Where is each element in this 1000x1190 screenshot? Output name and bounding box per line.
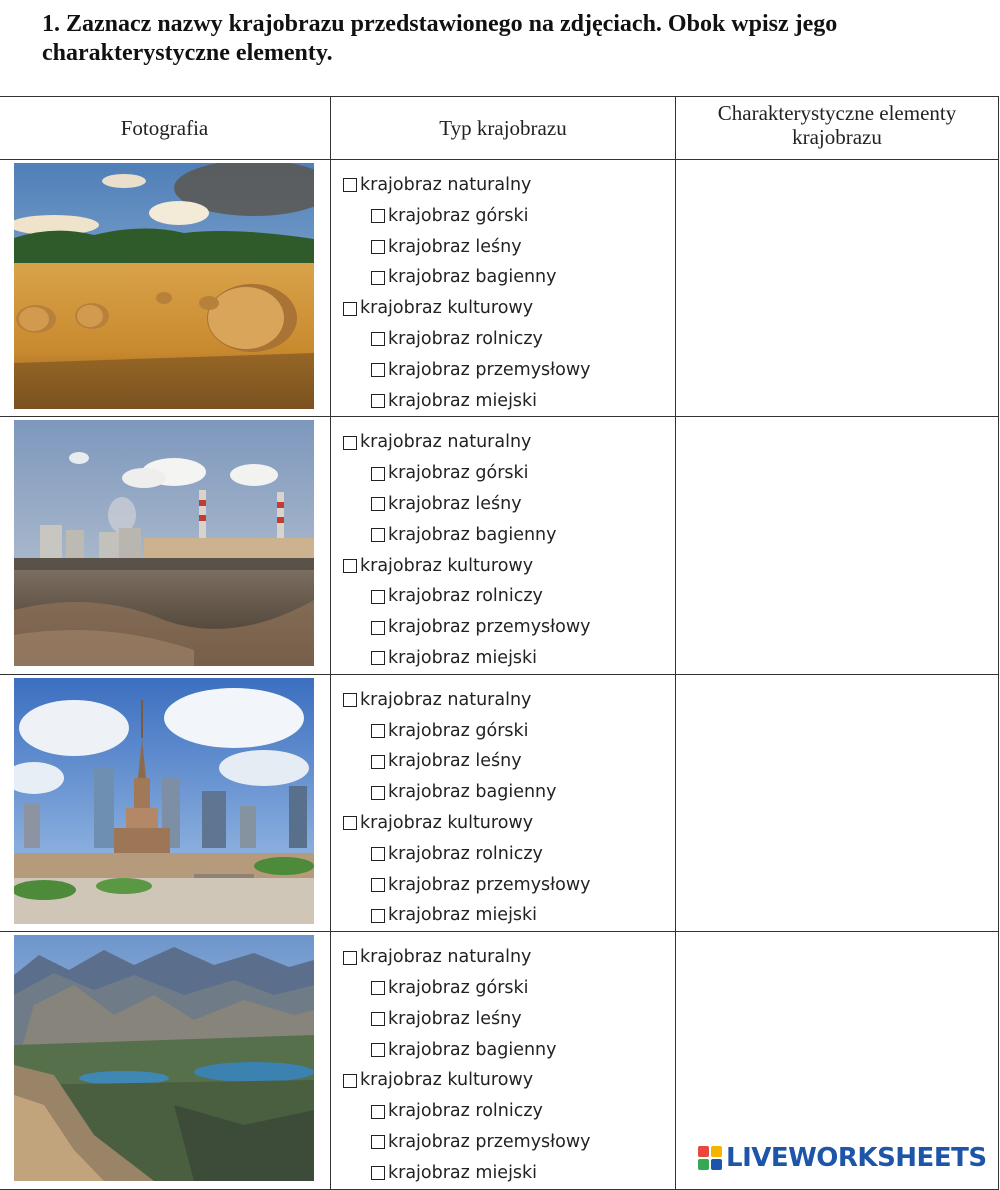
checkbox-icon[interactable] — [371, 878, 385, 892]
option-industrial[interactable]: krajobraz przemysłowy — [343, 1127, 675, 1158]
option-cultural[interactable]: krajobraz kulturowy — [343, 293, 675, 324]
checkbox-icon[interactable] — [371, 755, 385, 769]
checkbox-icon[interactable] — [371, 528, 385, 542]
landscape-options — [331, 160, 675, 416]
option-urban[interactable]: krajobraz miejski — [343, 1158, 675, 1189]
option-swamp[interactable]: krajobraz bagienny — [343, 777, 675, 808]
checkbox-icon[interactable] — [371, 209, 385, 223]
answer-field[interactable] — [676, 160, 999, 417]
checkbox-icon[interactable] — [343, 559, 357, 573]
option-cultural[interactable]: krajobraz kulturowy — [343, 551, 675, 582]
checkbox-icon[interactable] — [371, 981, 385, 995]
option-mountain[interactable]: krajobraz górski — [343, 973, 675, 1004]
checkbox-icon[interactable] — [371, 651, 385, 665]
table-row — [0, 160, 999, 417]
landscape-options — [331, 675, 675, 931]
option-mountain[interactable]: krajobraz górski — [343, 201, 675, 232]
header-landscape-type: Typ krajobrazu — [331, 97, 676, 160]
option-forest[interactable]: krajobraz leśny — [343, 232, 675, 263]
checkbox-icon[interactable] — [343, 178, 357, 192]
checkbox-icon[interactable] — [371, 847, 385, 861]
option-mountain[interactable]: krajobraz górski — [343, 716, 675, 747]
table-row — [0, 417, 999, 674]
checkbox-icon[interactable] — [371, 497, 385, 511]
checkbox-icon[interactable] — [343, 951, 357, 965]
option-agricultural[interactable]: krajobraz rolniczy — [343, 324, 675, 355]
header-characteristic-elements: Charakterystyczne elementy krajobrazu — [676, 97, 999, 160]
checkbox-icon[interactable] — [343, 436, 357, 450]
checkbox-icon[interactable] — [371, 1012, 385, 1026]
option-forest[interactable]: krajobraz leśny — [343, 1004, 675, 1035]
checkbox-icon[interactable] — [371, 1166, 385, 1180]
checkbox-icon[interactable] — [371, 363, 385, 377]
option-natural[interactable]: krajobraz naturalny — [343, 170, 675, 201]
checkbox-icon[interactable] — [343, 816, 357, 830]
mountain-lakes-photo — [14, 935, 314, 1181]
worksheet-table — [0, 96, 999, 1190]
checkbox-icon[interactable] — [371, 1105, 385, 1119]
option-cultural[interactable]: krajobraz kulturowy — [343, 1065, 675, 1096]
header-photo: Fotografia — [0, 97, 331, 160]
checkbox-icon[interactable] — [371, 271, 385, 285]
option-urban[interactable]: krajobraz miejski — [343, 643, 675, 674]
checkbox-icon[interactable] — [371, 394, 385, 408]
checkbox-icon[interactable] — [371, 467, 385, 481]
checkbox-icon[interactable] — [343, 302, 357, 316]
hay-field-photo — [14, 163, 314, 409]
landscape-options — [331, 417, 675, 673]
liveworksheets-watermark — [698, 1142, 987, 1174]
checkbox-icon[interactable] — [371, 1135, 385, 1149]
checkbox-icon[interactable] — [371, 786, 385, 800]
option-natural[interactable]: krajobraz naturalny — [343, 427, 675, 458]
checkbox-icon[interactable] — [371, 724, 385, 738]
option-swamp[interactable]: krajobraz bagienny — [343, 262, 675, 293]
watermark-brand: LIVEWORKSHEETS — [726, 1143, 987, 1173]
option-swamp[interactable]: krajobraz bagienny — [343, 520, 675, 551]
option-agricultural[interactable]: krajobraz rolniczy — [343, 581, 675, 612]
option-urban[interactable]: krajobraz miejski — [343, 386, 675, 417]
option-cultural[interactable]: krajobraz kulturowy — [343, 808, 675, 839]
checkbox-icon[interactable] — [371, 332, 385, 346]
option-forest[interactable]: krajobraz leśny — [343, 746, 675, 777]
checkbox-icon[interactable] — [371, 909, 385, 923]
option-natural[interactable]: krajobraz naturalny — [343, 942, 675, 973]
checkbox-icon[interactable] — [343, 693, 357, 707]
liveworksheets-logo-icon — [698, 1146, 722, 1170]
option-industrial[interactable]: krajobraz przemysłowy — [343, 870, 675, 901]
option-mountain[interactable]: krajobraz górski — [343, 458, 675, 489]
header-row — [0, 97, 999, 160]
option-industrial[interactable]: krajobraz przemysłowy — [343, 355, 675, 386]
option-natural[interactable]: krajobraz naturalny — [343, 685, 675, 716]
checkbox-icon[interactable] — [371, 590, 385, 604]
checkbox-icon[interactable] — [371, 1043, 385, 1057]
option-agricultural[interactable]: krajobraz rolniczy — [343, 839, 675, 870]
option-swamp[interactable]: krajobraz bagienny — [343, 1035, 675, 1066]
table-row — [0, 674, 999, 931]
checkbox-icon[interactable] — [343, 1074, 357, 1088]
option-forest[interactable]: krajobraz leśny — [343, 489, 675, 520]
option-industrial[interactable]: krajobraz przemysłowy — [343, 612, 675, 643]
answer-field[interactable] — [676, 674, 999, 931]
task-instruction-line-1: 1. Zaznacz nazwy krajobrazu przedstawionego na zdjęciach. Obok wpisz jego — [42, 11, 838, 37]
power-plant-photo — [14, 420, 314, 666]
answer-field[interactable] — [676, 417, 999, 674]
option-urban[interactable]: krajobraz miejski — [343, 900, 675, 931]
checkbox-icon[interactable] — [371, 240, 385, 254]
city-skyline-photo — [14, 678, 314, 924]
checkbox-icon[interactable] — [371, 621, 385, 635]
task-instruction-line-2: charakterystyczne elementy. — [42, 40, 333, 66]
option-agricultural[interactable]: krajobraz rolniczy — [343, 1096, 675, 1127]
landscape-options — [331, 932, 675, 1188]
task-instruction — [42, 10, 982, 68]
